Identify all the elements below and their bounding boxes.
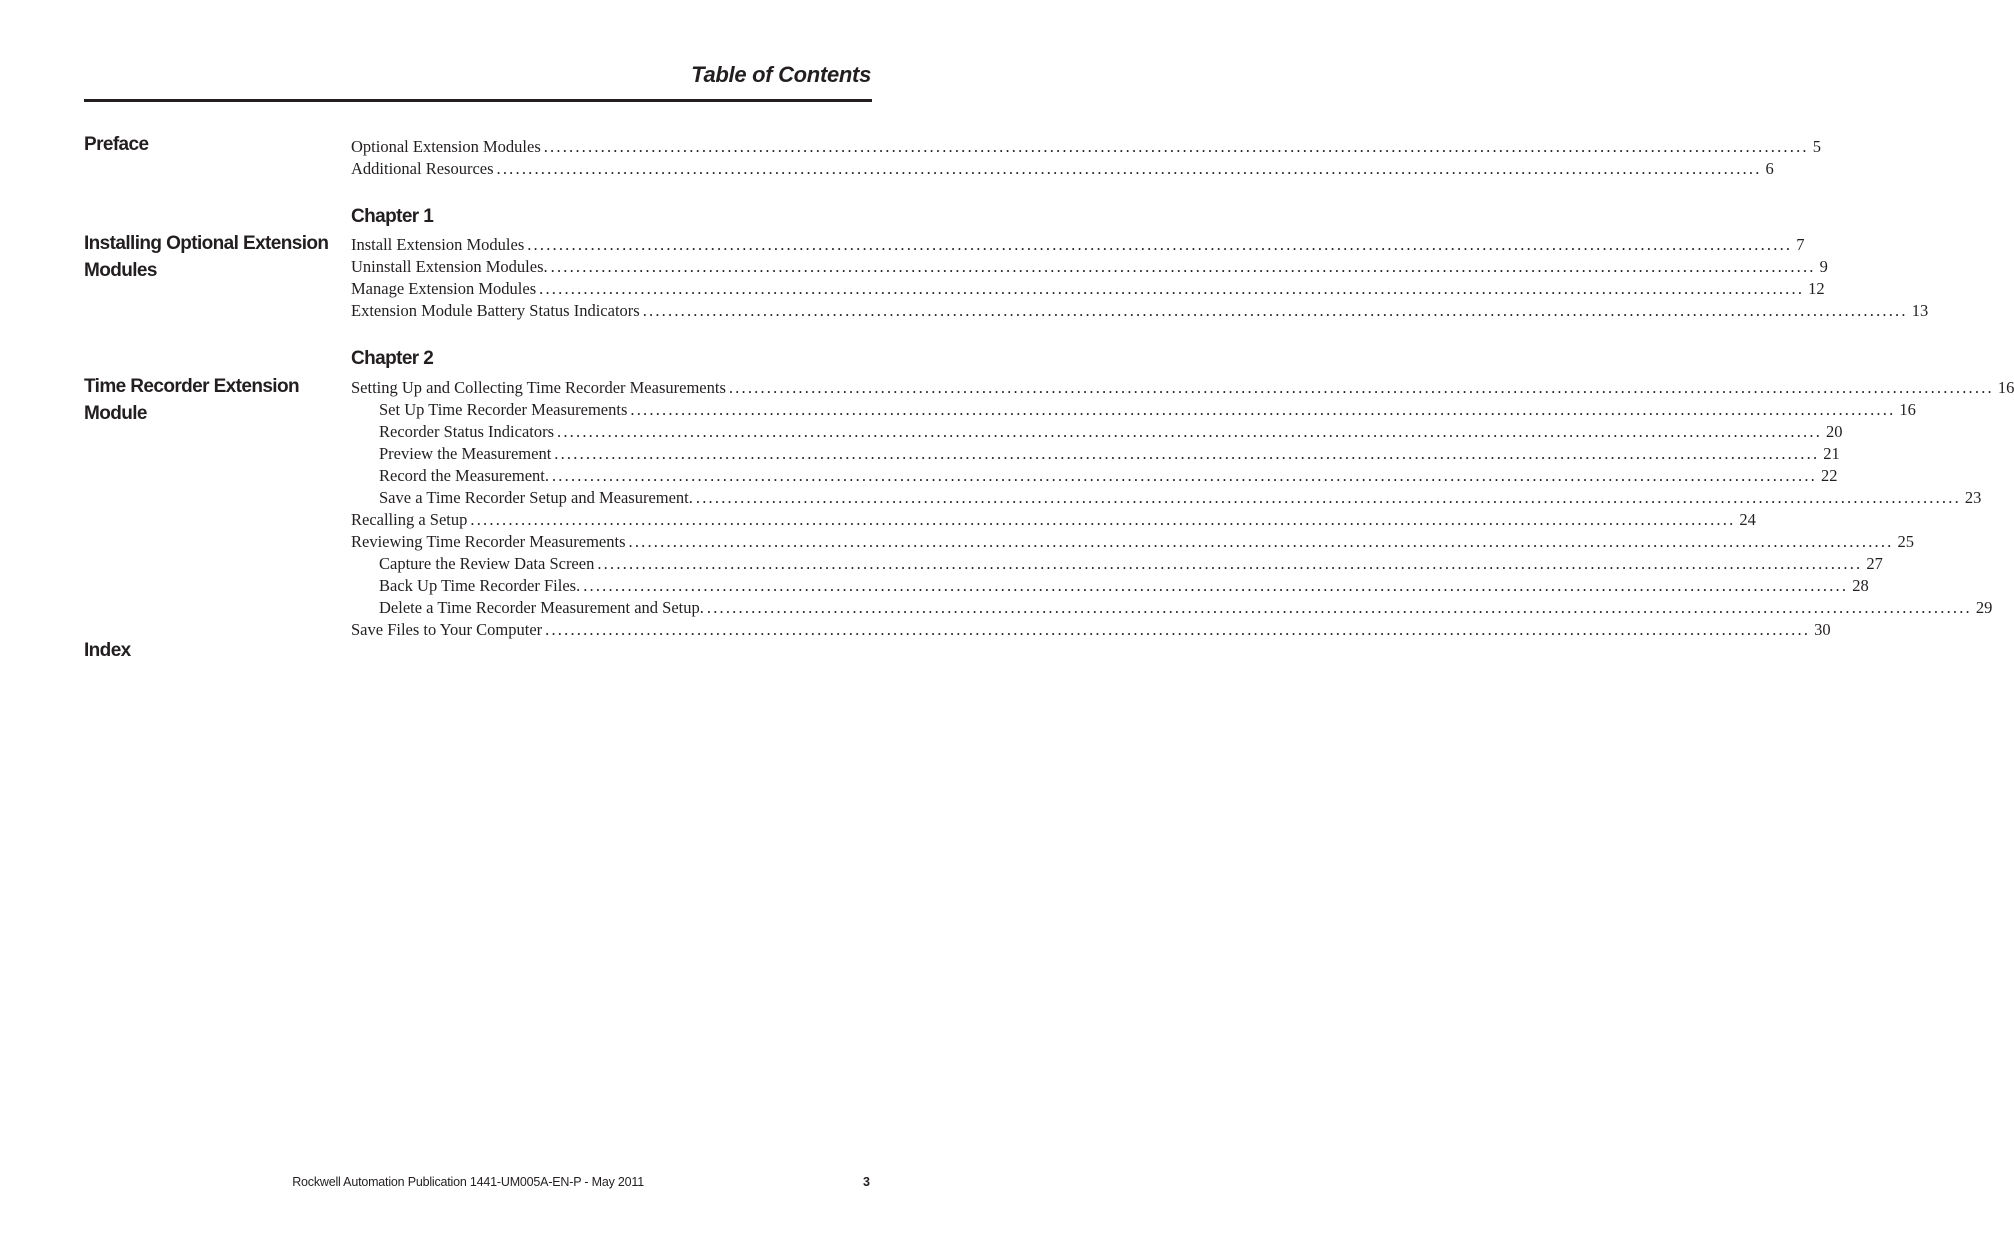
- preface-heading[interactable]: Preface: [84, 134, 149, 155]
- dot-leader: ........................................................................................................................................................................................................: [583, 576, 1849, 595]
- toc-entry-title: Delete a Time Recorder Measurement and Setup.: [379, 598, 704, 617]
- toc-entry-page: 16: [1899, 400, 1916, 419]
- toc-entry[interactable]: [351, 136, 1821, 158]
- chapter-2-label: Chapter 2: [351, 348, 434, 369]
- chapter-1-entry-list: [351, 234, 1929, 322]
- toc-entry-title: Uninstall Extension Modules.: [351, 257, 548, 276]
- toc-entry-title: Recalling a Setup: [351, 510, 468, 529]
- dot-leader: ........................................................................................................................................................................................................: [539, 279, 1805, 298]
- toc-subentry[interactable]: [351, 465, 1838, 487]
- toc-entry-page: 5: [1812, 137, 1821, 156]
- toc-entry-page: 16: [1997, 378, 2014, 397]
- publication-footer: Rockwell Automation Publication 1441-UM005A-EN-P - May 2011: [292, 1175, 644, 1189]
- toc-entry-page: 20: [1826, 422, 1843, 441]
- dot-leader: ........................................................................................................................................................................................................: [554, 444, 1820, 463]
- page-number: 3: [863, 1175, 870, 1189]
- toc-entry-title: Install Extension Modules: [351, 235, 525, 254]
- toc-subentry[interactable]: [351, 575, 1869, 597]
- dot-leader: ........................................................................................................................................................................................................: [543, 137, 1809, 156]
- toc-entry-page: 28: [1852, 576, 1869, 595]
- toc-subentry[interactable]: [351, 487, 1982, 509]
- toc-entry[interactable]: [351, 377, 2014, 399]
- toc-entry-title: Additional Resources: [351, 159, 494, 178]
- header-rule: [84, 99, 872, 102]
- page-title: Table of Contents: [691, 62, 871, 87]
- toc-subentry[interactable]: [351, 399, 1916, 421]
- chapter-2-heading[interactable]: Time Recorder Extension Module: [84, 376, 299, 424]
- dot-leader: ........................................................................................................................................................................................................: [557, 422, 1823, 441]
- toc-entry-title: Recorder Status Indicators: [379, 422, 555, 441]
- dot-leader: ........................................................................................................................................................................................................: [527, 235, 1793, 254]
- toc-entry-page: 13: [1911, 301, 1929, 320]
- toc-entry[interactable]: [351, 300, 1929, 322]
- chapter-1-heading[interactable]: Installing Optional Extension Modules: [84, 233, 329, 281]
- toc-entry-page: 27: [1866, 554, 1883, 573]
- toc-entry-title: Optional Extension Modules: [351, 137, 541, 156]
- dot-leader: ........................................................................................................................................................................................................: [551, 466, 1817, 485]
- toc-entry-page: 21: [1823, 444, 1840, 463]
- toc-entry-title: Record the Measurement.: [379, 466, 549, 485]
- index-heading[interactable]: Index: [84, 640, 131, 661]
- toc-entry-page: 29: [1975, 598, 1993, 617]
- dot-leader: ........................................................................................................................................................................................................: [706, 598, 1972, 617]
- dot-leader: ........................................................................................................................................................................................................: [597, 554, 1863, 573]
- toc-entry-title: Back Up Time Recorder Files.: [379, 576, 581, 595]
- toc-entry-title: Capture the Review Data Screen: [379, 554, 595, 573]
- toc-entry-page: 22: [1820, 466, 1838, 485]
- toc-entry-page: 24: [1739, 510, 1756, 529]
- chapter-1-label: Chapter 1: [351, 206, 434, 227]
- dot-leader: ........................................................................................................................................................................................................: [728, 378, 1994, 397]
- dot-leader: ........................................................................................................................................................................................................: [545, 620, 1811, 639]
- toc-entry[interactable]: [351, 234, 1805, 256]
- toc-entry-page: 23: [1964, 488, 1982, 507]
- toc-entry-page: 12: [1808, 279, 1825, 298]
- toc-entry-page: 9: [1819, 257, 1828, 276]
- dot-leader: ........................................................................................................................................................................................................: [630, 400, 1896, 419]
- toc-subentry[interactable]: [351, 421, 1843, 443]
- dot-leader: ........................................................................................................................................................................................................: [642, 301, 1908, 320]
- dot-leader: ........................................................................................................................................................................................................: [695, 488, 1961, 507]
- toc-entry[interactable]: [351, 619, 1831, 641]
- dot-leader: ........................................................................................................................................................................................................: [550, 257, 1816, 276]
- toc-entry[interactable]: [351, 158, 1774, 180]
- toc-entry-title: Preview the Measurement: [379, 444, 552, 463]
- dot-leader: ........................................................................................................................................................................................................: [496, 159, 1762, 178]
- dot-leader: ........................................................................................................................................................................................................: [470, 510, 1736, 529]
- toc-entry-page: 6: [1765, 159, 1774, 178]
- toc-entry-title: Extension Module Battery Status Indicators: [351, 301, 640, 320]
- preface-entry-list: [351, 136, 1821, 180]
- toc-entry-title: Save Files to Your Computer: [351, 620, 543, 639]
- toc-entry[interactable]: [351, 509, 1756, 531]
- toc-entry-title: Reviewing Time Recorder Measurements: [351, 532, 626, 551]
- toc-entry[interactable]: [351, 256, 1828, 278]
- toc-entry-page: 30: [1814, 620, 1831, 639]
- toc-entry[interactable]: [351, 531, 1914, 553]
- toc-entry[interactable]: [351, 278, 1825, 300]
- toc-entry-page: 7: [1796, 235, 1805, 254]
- chapter-2-entry-list: [351, 377, 2014, 641]
- toc-subentry[interactable]: [351, 553, 1883, 575]
- toc-entry-title: Save a Time Recorder Setup and Measurement.: [379, 488, 693, 507]
- toc-subentry[interactable]: [351, 443, 1840, 465]
- toc-entry-title: Manage Extension Modules: [351, 279, 537, 298]
- toc-entry-page: 25: [1897, 532, 1914, 551]
- toc-entry-title: Setting Up and Collecting Time Recorder Measurements: [351, 378, 726, 397]
- dot-leader: ........................................................................................................................................................................................................: [628, 532, 1894, 551]
- toc-subentry[interactable]: [351, 597, 1993, 619]
- toc-entry-title: Set Up Time Recorder Measurements: [379, 400, 628, 419]
